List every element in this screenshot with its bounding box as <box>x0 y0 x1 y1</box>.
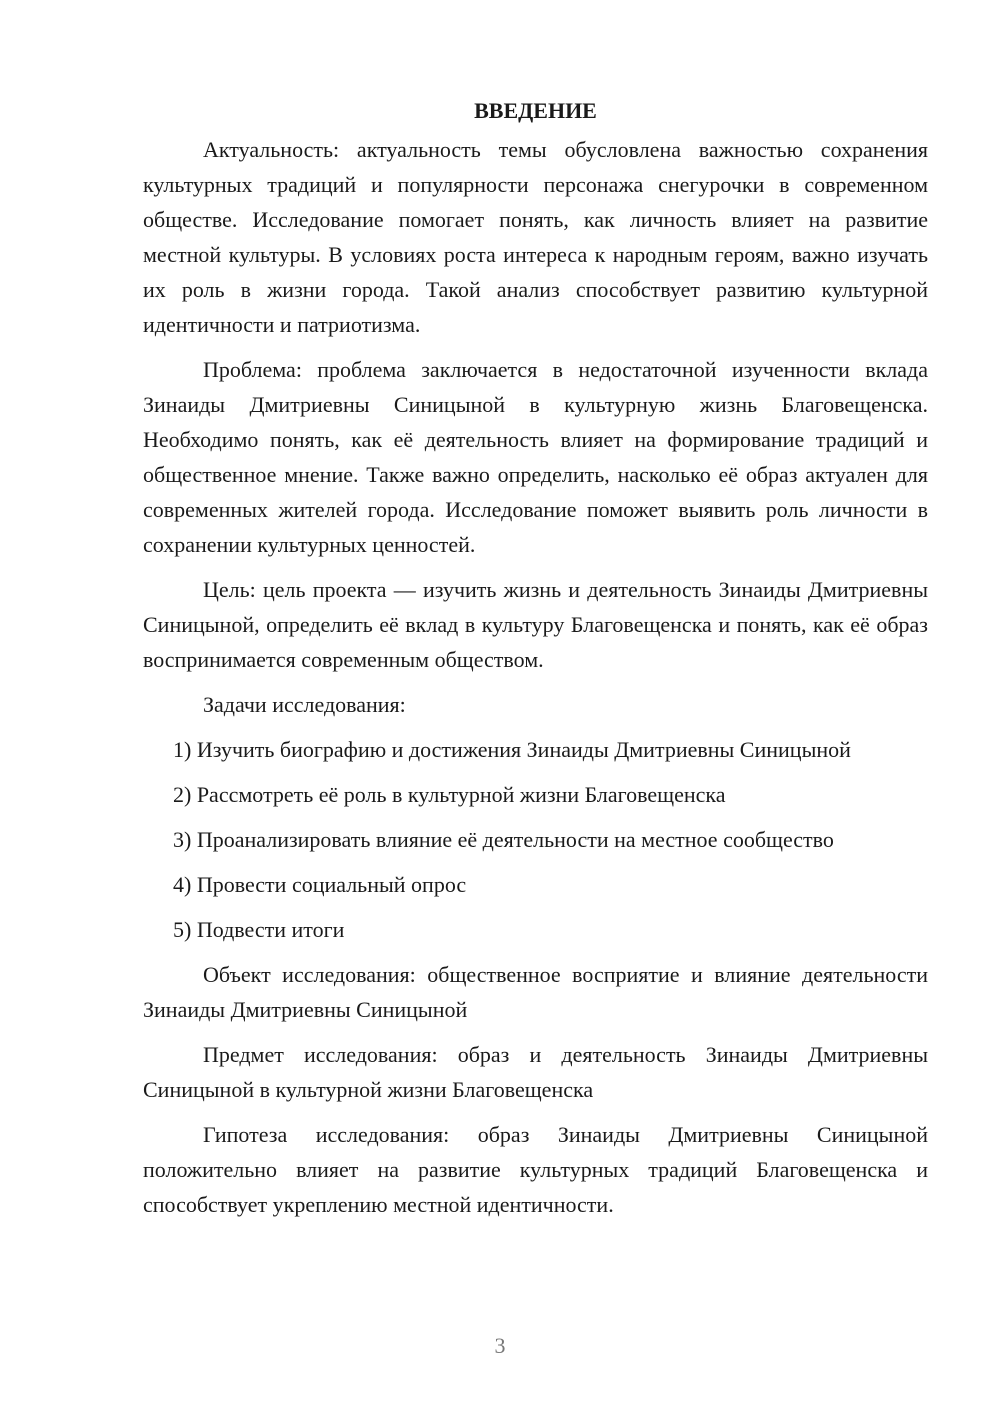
task-item-3: 3) Проанализировать влияние её деятельности на местное сообщество <box>173 827 834 852</box>
tasks-title: Задачи исследования: <box>203 692 406 717</box>
task-item-1: 1) Изучить биографию и достижения Зинаиды Дмитриевны Синицыной <box>173 737 851 762</box>
object-paragraph: Объект исследования: общественное восприятие и влияние деятельности Зинаиды Дмитриевны Синицыной <box>143 962 928 1022</box>
problem-paragraph: Проблема: проблема заключается в недостаточной изученности вклада Зинаиды Дмитриевны Синицыной в культурную жизнь Благовещенска. Необходимо понять, как её деятельность влияет на формирование традиций и общественное мнение. Также важно определить, насколько её образ актуален для современных жителей города. Исследование поможет выявить роль личности в сохранении культурных ценностей. <box>143 357 928 557</box>
task-item-4: 4) Провести социальный опрос <box>173 872 467 897</box>
page-number: 3 <box>494 1333 506 1358</box>
task-item-5: 5) Подвести итоги <box>173 917 345 942</box>
page-title: ВВЕДЕНИЕ <box>474 98 597 123</box>
document-page <box>143 96 928 1232</box>
subject-paragraph: Предмет исследования: образ и деятельность Зинаиды Дмитриевны Синицыной в культурной жизни Благовещенска <box>143 1042 928 1102</box>
hypothesis-paragraph: Гипотеза исследования: образ Зинаиды Дмитриевны Синицыной положительно влияет на развитие культурных традиций Благовещенска и способствует укреплению местной идентичности. <box>143 1122 928 1217</box>
task-item-2: 2) Рассмотреть её роль в культурной жизни Благовещенска <box>173 782 726 807</box>
goal-paragraph: Цель: цель проекта — изучить жизнь и деятельность Зинаиды Дмитриевны Синицыной, определить её вклад в культуру Благовещенска и понять, как её образ воспринимается современным обществом. <box>143 577 928 672</box>
relevance-paragraph: Актуальность: актуальность темы обусловлена важностью сохранения культурных традиций и популярности персонажа снегурочки в современном обществе. Исследование помогает понять, как личность влияет на развитие местной культуры. В условиях роста интереса к народным героям, важно изучать их роль в жизни города. Такой анализ способствует развитию культурной идентичности и патриотизма. <box>143 137 928 337</box>
